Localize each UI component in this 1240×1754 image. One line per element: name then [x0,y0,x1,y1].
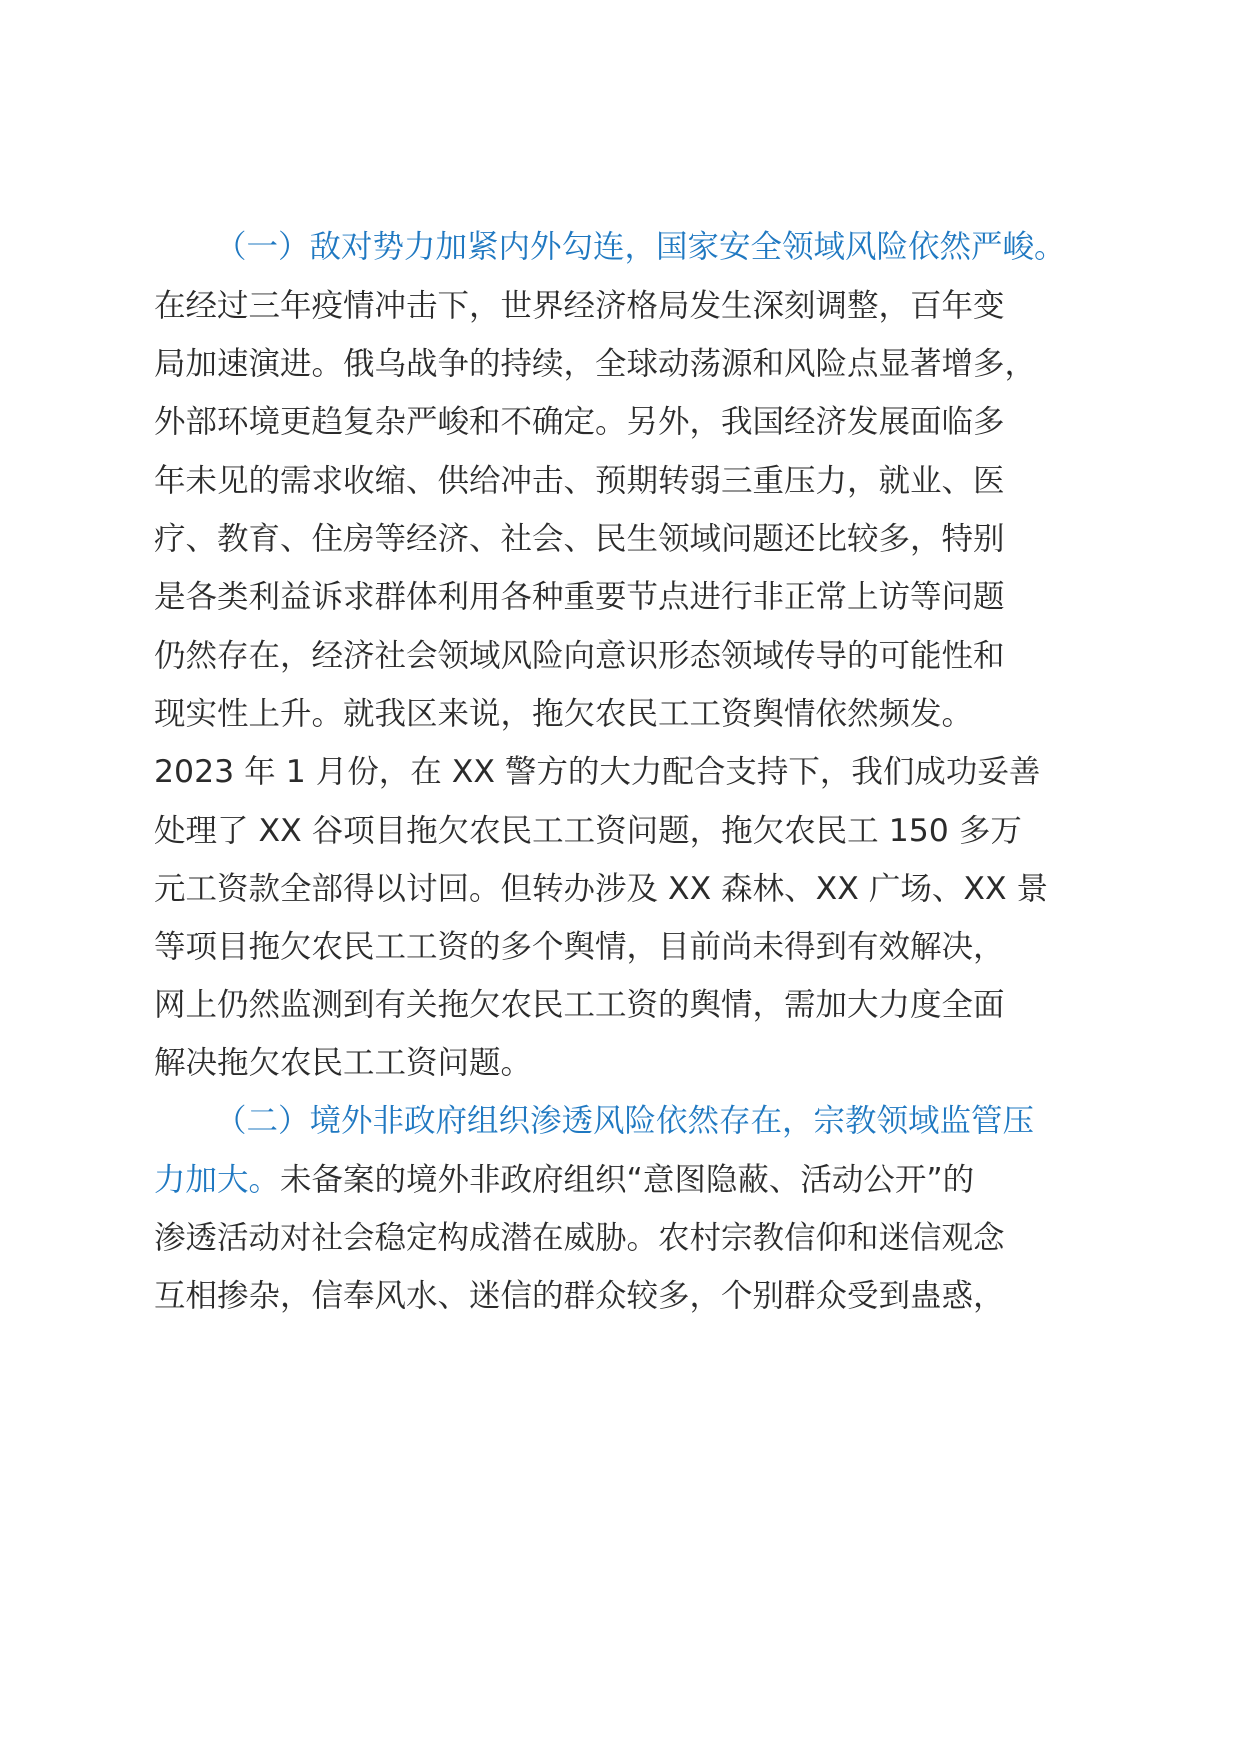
section1-line: 年未见的需求收缩、供给冲击、预期转弱三重压力，就业、医 [154,463,1005,499]
section2-text: 未备案的境外非政府组织“意图隐蔽、活动公开”的 [280,1162,975,1198]
section1-line: 2023 年 1 月份，在 XX 警方的大力配合支持下，我们成功妥善 [154,754,1041,790]
section2-line: 渗透活动对社会稳定构成潜在威胁。农村宗教信仰和迷信观念 [154,1220,1005,1256]
section1-line: 疗、教育、住房等经济、社会、民生领域问题还比较多，特别 [154,521,1005,557]
section2-line [154,1160,974,1200]
section1-line: 局加速演进。俄乌战争的持续，全球动荡源和风险点显著增多， [154,346,1037,382]
section1-line: 外部环境更趋复杂严峻和不确定。另外，我国经济发展面临多 [154,404,1005,440]
section1-line: 是各类利益诉求群体利用各种重要节点进行非正常上访等问题 [154,579,1005,615]
section1-line: 等项目拖欠农民工工资的多个舆情，目前尚未得到有效解决， [154,929,1005,965]
section1-line: 解决拖欠农民工工资问题。 [154,1045,533,1081]
section1-heading: （一）敌对势力加紧内外勾连，国家安全领域风险依然严峻。 [215,229,1066,265]
section2-heading-end: 力加大。 [154,1162,281,1198]
section1-line: 元工资款全部得以讨回。但转办涉及 XX 森林、XX 广场、XX 景 [154,871,1049,907]
section1-line: 现实性上升。就我区来说，拖欠农民工工资舆情依然频发。 [154,696,974,732]
section1-line: 处理了 XX 谷项目拖欠农民工工资问题，拖欠农民工 150 多万 [154,813,1022,849]
section2-line: 互相掺杂，信奉风水、迷信的群众较多，个别群众受到蛊惑， [154,1278,1005,1314]
section1-line: 仍然存在，经济社会领域风险向意识形态领域传导的可能性和 [154,638,1005,674]
section1-line: 在经过三年疫情冲击下，世界经济格局发生深刻调整，百年变 [154,288,1005,324]
section2-heading: （二）境外非政府组织渗透风险依然存在，宗教领域监管压 [215,1103,1035,1139]
section1-line: 网上仍然监测到有关拖欠农民工工资的舆情，需加大力度全面 [154,987,1005,1023]
